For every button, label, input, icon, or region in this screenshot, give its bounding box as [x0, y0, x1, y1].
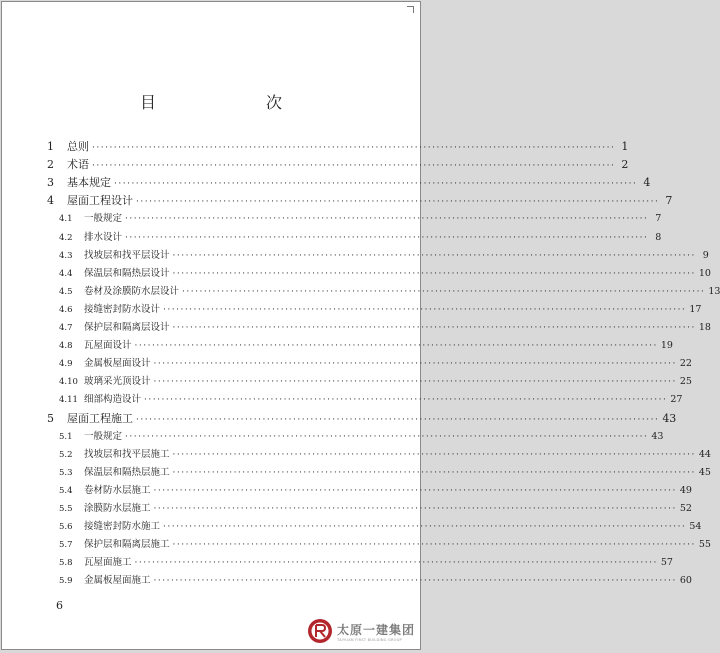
toc-section-entry[interactable]: [59, 554, 673, 572]
toc-entry-label: 术语: [67, 158, 89, 172]
toc-entry-label: 细部构造设计: [84, 394, 142, 406]
toc-entry-number: 5.2: [59, 449, 73, 460]
toc-section-entry[interactable]: [59, 500, 692, 518]
toc-entry-page: 4: [643, 176, 651, 190]
toc-entry-page: 10: [698, 267, 711, 279]
toc-entry-label: 瓦屋面施工: [84, 557, 132, 569]
toc-entry-label: 金属板屋面设计: [84, 358, 151, 370]
toc-entry-number: 5.1: [59, 431, 73, 442]
toc-section-entry[interactable]: [59, 536, 711, 554]
toc-chapter-entry[interactable]: [47, 156, 629, 174]
toc-leader-dots: ························································································································: [125, 214, 649, 225]
toc-entry-page: 8: [655, 231, 662, 243]
toc-leader-dots: ························································································································: [134, 341, 658, 352]
toc-entry-page: 18: [698, 322, 711, 333]
toc-leader-dots: ························································································································: [163, 522, 687, 533]
toc-entry-number: 4.11: [59, 395, 78, 406]
toc-leader-dots: ························································································································: [136, 197, 660, 208]
toc-leader-dots: ························································································································: [153, 377, 677, 388]
toc-entry-page: 2: [621, 158, 629, 172]
toc-leader-dots: ························································································································: [134, 558, 658, 569]
toc-entry-label: 涂膜防水层施工: [84, 503, 151, 514]
toc-section-entry[interactable]: [59, 482, 692, 500]
toc-entry-label: 玻璃采光顶设计: [84, 376, 151, 388]
toc-section-entry[interactable]: [59, 265, 711, 283]
toc-entry-label: 找坡层和找平层设计: [84, 249, 170, 261]
logo-name-cn: 太原一建集团: [337, 622, 416, 637]
toc-entry-number: 4.1: [59, 214, 73, 225]
toc-entry-page: 49: [679, 484, 692, 496]
toc-entry-label: 屋面工程施工: [67, 411, 133, 425]
toc-section-entry[interactable]: [59, 355, 692, 373]
toc-entry-page: 7: [665, 194, 673, 208]
toc-entry-number: 5: [47, 411, 54, 425]
toc-entry-number: 5.9: [59, 576, 73, 587]
toc-leader-dots: ························································································································: [114, 179, 638, 190]
toc-entry-page: 57: [660, 557, 673, 569]
toc-section-entry[interactable]: [59, 446, 711, 464]
toc-entry-label: 保温层和隔热层施工: [84, 466, 170, 478]
toc-entry-label: 保温层和隔热层设计: [84, 267, 170, 279]
toc-leader-dots: ························································································································: [153, 576, 677, 587]
toc-leader-dots: ························································································································: [92, 143, 616, 153]
toc-section-entry[interactable]: [59, 229, 662, 247]
toc-entry-number: 4: [47, 194, 54, 208]
toc-section-entry[interactable]: [59, 373, 692, 391]
toc-entry-page: 43: [662, 411, 677, 425]
toc-entry-page: 13: [708, 285, 720, 297]
toc-entry-number: 4.5: [59, 286, 73, 297]
toc-leader-dots: ························································································································: [125, 431, 649, 442]
toc-entry-number: 4.7: [59, 323, 73, 333]
toc-entry-number: 2: [47, 158, 54, 172]
toc-entry-label: 排水设计: [84, 231, 123, 243]
toc-leader-dots: ························································································································: [144, 395, 668, 406]
toc-entry-page: 45: [698, 466, 711, 478]
toc-entry-number: 5.5: [59, 504, 73, 514]
toc-leader-dots: ························································································································: [172, 250, 696, 261]
toc-entry-label: 卷材防水层施工: [84, 484, 151, 496]
toc-leader-dots: ························································································································: [136, 414, 660, 425]
toc-entry-page: 54: [689, 521, 702, 533]
toc-entry-label: 接缝密封防水施工: [84, 521, 161, 533]
toc-section-entry[interactable]: [59, 337, 673, 355]
toc-entry-label: 保护层和隔离层设计: [84, 322, 170, 333]
toc-section-entry[interactable]: [59, 210, 662, 228]
toc-entry-number: 4.9: [59, 359, 73, 370]
toc-entry-number: 5.4: [59, 485, 73, 496]
toc-entry-number: 4.4: [59, 268, 73, 279]
toc-leader-dots: ························································································································: [172, 449, 696, 460]
toc-entry-page: 1: [621, 140, 629, 153]
document-page: [1, 1, 720, 650]
toc-section-entry[interactable]: [59, 319, 711, 337]
toc-section-entry[interactable]: [59, 464, 711, 482]
toc-entry-label: 保护层和隔离层施工: [84, 539, 170, 551]
toc-leader-dots: ························································································································: [153, 485, 677, 496]
toc-entry-page: 17: [689, 303, 702, 315]
toc-entry-label: 一般规定: [84, 430, 123, 442]
toc-entry-page: 25: [679, 376, 692, 388]
toc-entry-number: 1: [47, 140, 54, 153]
toc-entry-page: 9: [702, 249, 709, 261]
toc-section-entry[interactable]: [59, 301, 702, 319]
toc-leader-dots: ························································································································: [172, 268, 696, 279]
toc-chapter-entry[interactable]: [47, 174, 651, 192]
toc-chapter-entry[interactable]: [47, 410, 677, 428]
toc-chapter-entry[interactable]: [47, 192, 673, 210]
toc-leader-dots: ························································································································: [153, 359, 677, 370]
toc-entry-number: 4.8: [59, 341, 73, 352]
toc-entry-number: 3: [47, 176, 54, 190]
toc-section-entry[interactable]: [59, 391, 683, 409]
toc-entry-label: 瓦屋面设计: [84, 340, 132, 352]
toc-entry-page: 52: [679, 503, 692, 514]
toc-entry-number: 5.7: [59, 540, 73, 551]
toc-chapter-entry[interactable]: [47, 138, 629, 156]
toc-entry-page: 44: [698, 448, 711, 460]
toc-section-entry[interactable]: [59, 428, 664, 446]
toc-leader-dots: ························································································································: [125, 232, 649, 243]
toc-leader-dots: ························································································································: [153, 504, 677, 514]
toc-entry-page: 22: [679, 358, 692, 370]
toc-entry-page: 60: [679, 575, 692, 587]
taiyuan-group-logo-icon: [307, 618, 333, 644]
toc-entry-number: 5.6: [59, 522, 73, 533]
toc-section-entry[interactable]: [59, 283, 720, 301]
toc-leader-dots: ························································································································: [163, 304, 687, 315]
toc-entry-page: 7: [655, 213, 662, 225]
toc-entry-label: 卷材及涂膜防水层设计: [84, 285, 180, 297]
toc-entry-number: 4.3: [59, 250, 73, 261]
toc-leader-dots: ························································································································: [172, 323, 696, 333]
toc-leader-dots: ························································································································: [92, 161, 616, 172]
toc-section-entry[interactable]: [59, 247, 709, 265]
toc-entry-number: 4.10: [59, 377, 78, 388]
toc-entry-page: 55: [698, 539, 711, 551]
page-number: 6: [56, 599, 63, 612]
logo-name-en: TAIYUAN FIRST BUILDING GROUP: [337, 637, 402, 642]
toc-entry-label: 屋面工程设计: [67, 194, 133, 208]
toc-entry-page: 43: [651, 430, 664, 442]
toc-leader-dots: ························································································································: [172, 540, 696, 551]
toc-entry-number: 4.6: [59, 304, 73, 315]
toc-leader-dots: ························································································································: [182, 286, 706, 297]
toc-entry-label: 金属板屋面施工: [84, 575, 151, 587]
toc-section-entry[interactable]: [59, 572, 692, 590]
toc-entry-label: 基本规定: [67, 176, 111, 190]
company-logo: [307, 615, 421, 647]
toc-entry-label: 找坡层和找平层施工: [84, 448, 170, 460]
toc-entry-label: 一般规定: [84, 213, 123, 225]
toc-entry-number: 4.2: [59, 232, 73, 243]
toc-title: 目 次: [139, 93, 308, 112]
table-of-contents: [2, 2, 720, 649]
toc-entry-label: 总则: [67, 140, 89, 153]
toc-entry-number: 5.3: [59, 467, 73, 478]
toc-section-entry[interactable]: [59, 518, 702, 536]
toc-leader-dots: ························································································································: [172, 467, 696, 478]
toc-entry-number: 5.8: [59, 558, 73, 569]
toc-entry-page: 19: [660, 340, 673, 352]
toc-entry-page: 27: [670, 394, 683, 406]
toc-entry-label: 接缝密封防水设计: [84, 303, 161, 315]
